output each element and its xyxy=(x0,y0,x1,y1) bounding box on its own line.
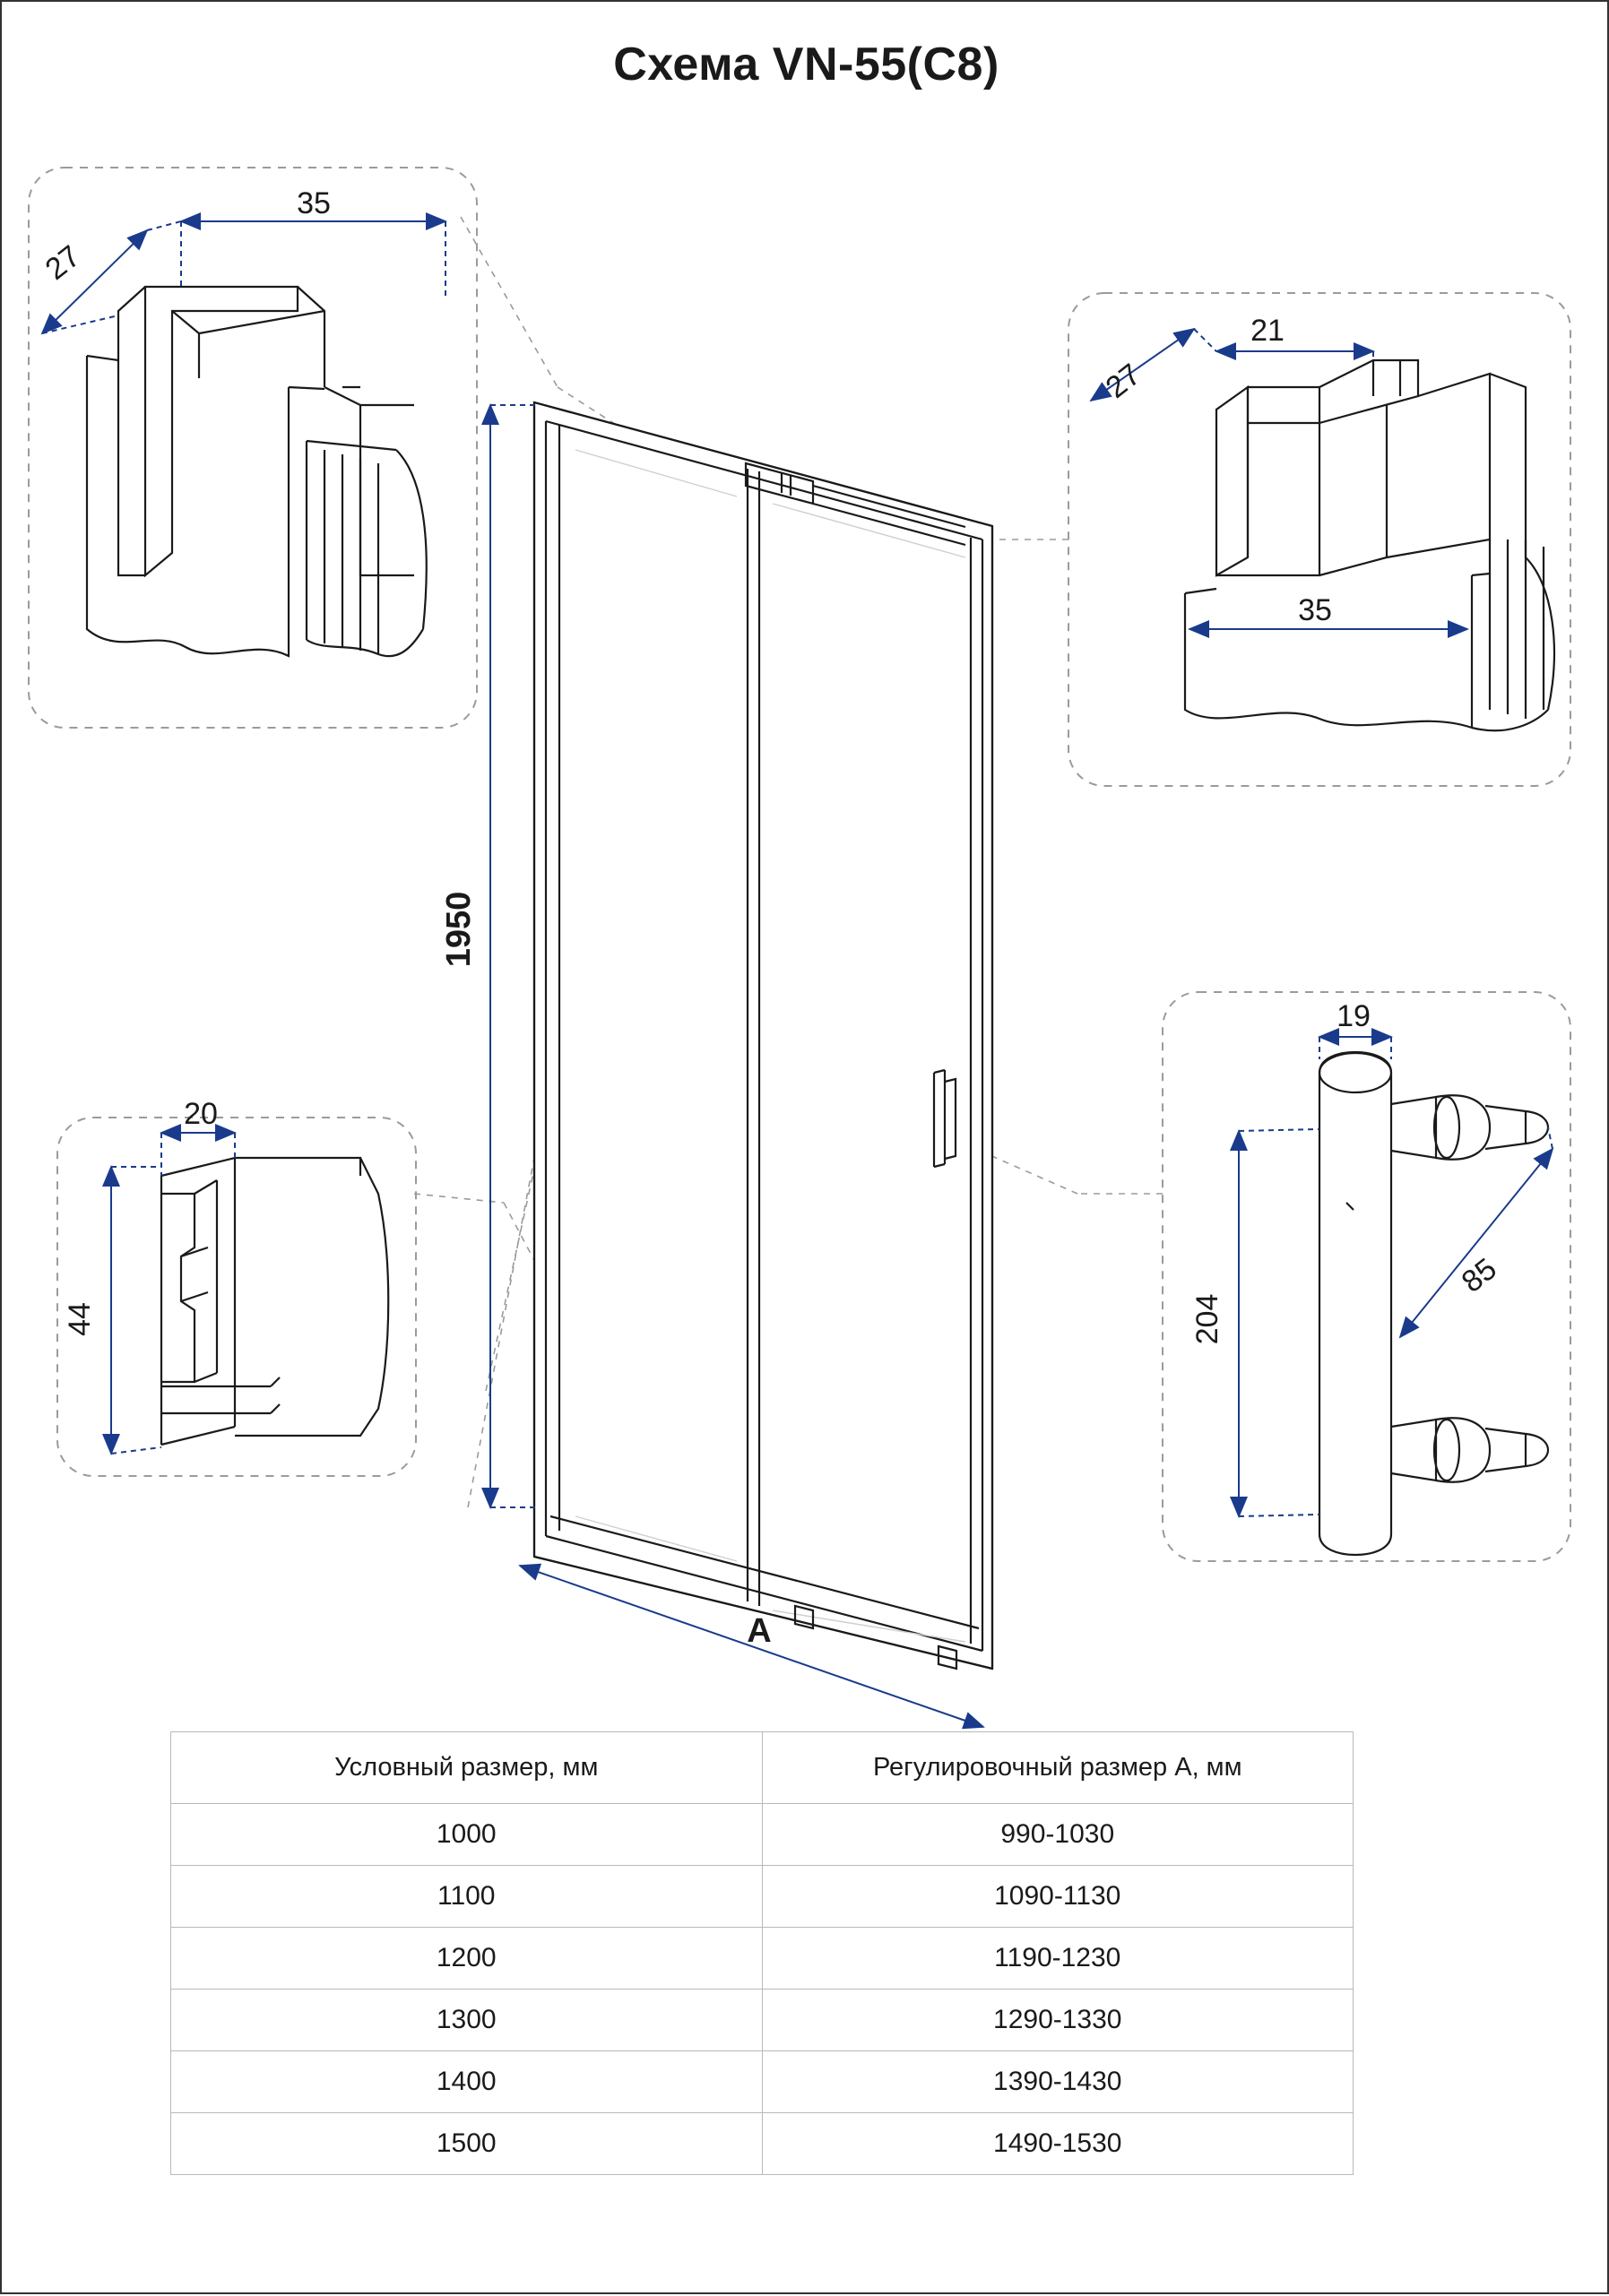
dim-1950-height: 1950 xyxy=(440,891,478,968)
dim-a-width: A xyxy=(747,1612,772,1650)
table-row xyxy=(171,2113,1354,2175)
dim-44-bottom-left: 44 xyxy=(63,1302,97,1336)
dim-85-handle: 85 xyxy=(1455,1251,1503,1299)
table-row xyxy=(171,1866,1354,1928)
cell-nominal: 1100 xyxy=(171,1866,763,1928)
dim-204-handle: 204 xyxy=(1190,1293,1224,1345)
cell-adjust: 1090-1130 xyxy=(762,1866,1354,1928)
table-row xyxy=(171,1804,1354,1866)
cell-nominal: 1300 xyxy=(171,1990,763,2051)
dim-19-handle: 19 xyxy=(1337,999,1371,1033)
table-row xyxy=(171,1928,1354,1990)
table-header-nominal: Условный размер, мм xyxy=(171,1732,763,1804)
cell-nominal: 1400 xyxy=(171,2051,763,2113)
table-header-row xyxy=(171,1732,1354,1804)
cell-adjust: 1290-1330 xyxy=(762,1990,1354,2051)
dim-21-top-right: 21 xyxy=(1250,314,1285,348)
table-row xyxy=(171,2051,1354,2113)
cell-adjust: 1490-1530 xyxy=(762,2113,1354,2175)
size-table xyxy=(170,1731,1354,2175)
dim-27-top-left: 27 xyxy=(39,238,87,287)
table-header-adjust: Регулировочный размер A, мм xyxy=(762,1732,1354,1804)
page-title: Схема VN-55(C8) xyxy=(613,39,999,91)
dim-27-top-right: 27 xyxy=(1099,357,1147,405)
cell-nominal: 1200 xyxy=(171,1928,763,1990)
table-row xyxy=(171,1990,1354,2051)
dim-20-bottom-left: 20 xyxy=(184,1097,218,1131)
cell-adjust: 990-1030 xyxy=(762,1804,1354,1866)
cell-nominal: 1500 xyxy=(171,2113,763,2175)
dim-35-top-left: 35 xyxy=(297,186,331,220)
cell-adjust: 1190-1230 xyxy=(762,1928,1354,1990)
dim-35-top-right: 35 xyxy=(1298,593,1332,627)
cell-adjust: 1390-1430 xyxy=(762,2051,1354,2113)
cell-nominal: 1000 xyxy=(171,1804,763,1866)
